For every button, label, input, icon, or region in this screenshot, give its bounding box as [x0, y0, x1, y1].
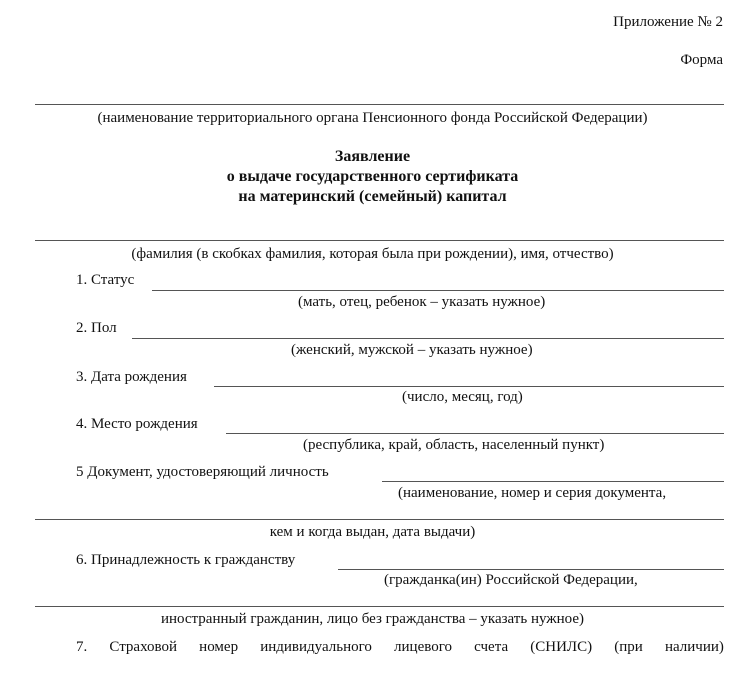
full-name-field[interactable]: [35, 240, 724, 241]
citizenship-label: 6. Принадлежность к гражданству: [76, 552, 296, 568]
org-name-hint: (наименование территориального органа Пенсионного фонда Российской Федерации): [97, 110, 648, 126]
sex-field[interactable]: [132, 338, 724, 339]
sex-label: 2. Пол: [76, 320, 117, 336]
snils-word: наличии): [664, 639, 724, 655]
doc-title-line1: Заявление: [334, 148, 411, 165]
snils-word: (СНИЛС): [530, 639, 593, 655]
form-label: Форма: [680, 52, 723, 68]
appendix-label: Приложение № 2: [613, 14, 723, 30]
birth-place-label: 4. Место рождения: [76, 416, 198, 432]
citizenship-hint: (гражданка(ин) Российской Федерации,: [384, 572, 638, 588]
sex-hint: (женский, мужской – указать нужное): [291, 342, 533, 358]
identity-doc-hint: (наименование, номер и серия документа,: [398, 485, 667, 501]
birth-place-hint: (республика, край, область, населенный пункт): [303, 437, 605, 453]
birth-date-label: 3. Дата рождения: [76, 369, 187, 385]
status-label: 1. Статус: [76, 272, 135, 288]
identity-doc-field[interactable]: [382, 481, 724, 482]
citizenship-field-line2[interactable]: [35, 606, 724, 607]
doc-title-line3: на материнский (семейный) капитал: [238, 188, 507, 205]
snils-word: (при: [614, 639, 643, 655]
full-name-hint: (фамилия (в скобках фамилия, которая была при рождении), имя, отчество): [131, 246, 614, 262]
snils-word: 7.: [76, 639, 88, 655]
identity-doc-label: 5 Документ, удостоверяющий личность: [76, 464, 329, 480]
snils-word: номер: [199, 639, 239, 655]
birth-date-hint: (число, месяц, год): [402, 389, 523, 405]
birth-place-field[interactable]: [226, 433, 724, 434]
org-name-field[interactable]: [35, 104, 724, 105]
snils-word: лицевого: [394, 639, 453, 655]
citizenship-field[interactable]: [338, 569, 724, 570]
snils-word: Страховой: [109, 639, 178, 655]
citizenship-hint2: иностранный гражданин, лицо без гражданства – указать нужное): [160, 611, 585, 627]
identity-doc-hint2: кем и когда выдан, дата выдачи): [269, 524, 476, 540]
snils-label: [76, 639, 724, 656]
status-hint: (мать, отец, ребенок – указать нужное): [298, 294, 546, 310]
status-field[interactable]: [152, 290, 724, 291]
birth-date-field[interactable]: [214, 386, 724, 387]
snils-word: индивидуального: [260, 639, 372, 655]
doc-title-line2: о выдаче государственного сертификата: [226, 168, 519, 185]
identity-doc-field-line2[interactable]: [35, 519, 724, 520]
snils-word: счета: [474, 639, 509, 655]
